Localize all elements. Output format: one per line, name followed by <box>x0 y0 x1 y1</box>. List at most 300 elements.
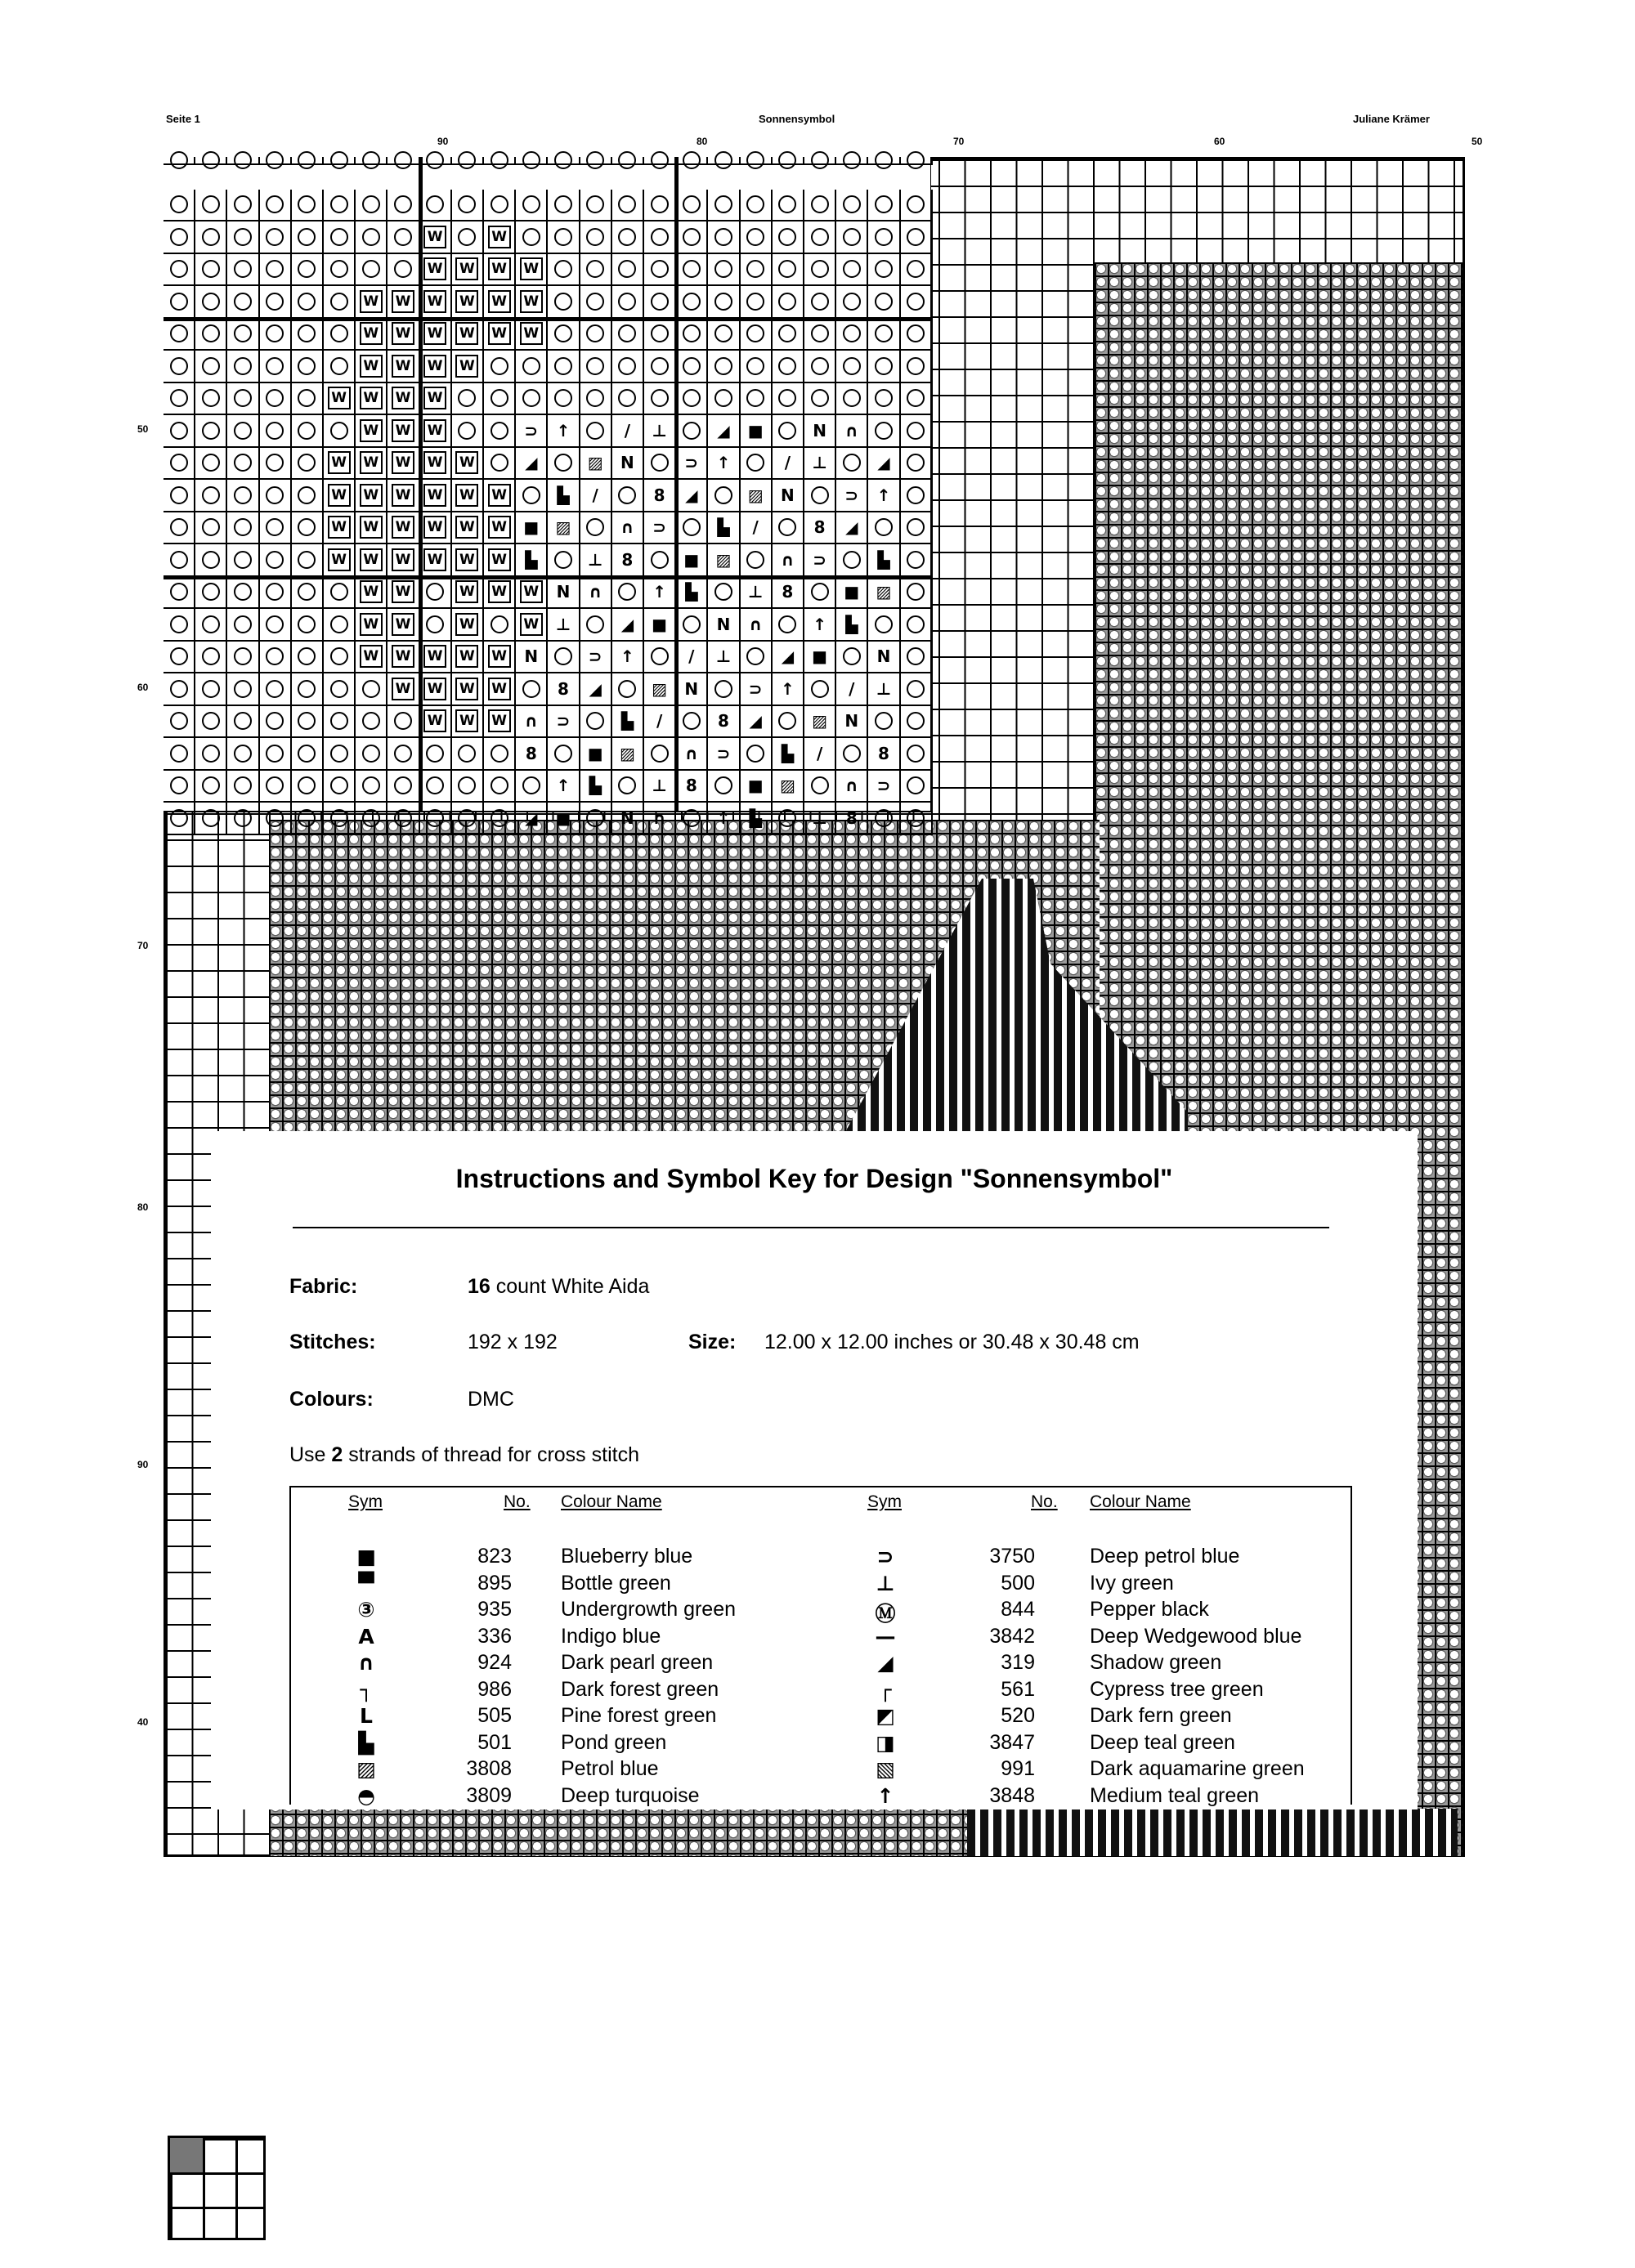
stitch-cell: ■ <box>741 415 773 448</box>
stitch-cell <box>516 771 548 803</box>
colours-value: DMC <box>468 1388 514 1411</box>
stitch-cell: ■ <box>644 609 676 642</box>
stitch-cell: ◢ <box>868 448 900 481</box>
stitch-cell <box>548 448 580 481</box>
stitch-cell: ▨ <box>708 544 740 577</box>
stitch-cell <box>773 706 804 739</box>
stitch-cell <box>292 803 324 835</box>
stitch-cell: ▨ <box>868 577 900 610</box>
key-number: 319 <box>1001 1651 1035 1674</box>
stitch-cell <box>324 286 356 319</box>
stitch-cell: ⊥ <box>804 803 836 835</box>
stitch-cell <box>741 190 773 222</box>
stitch-cell <box>452 190 484 222</box>
key-symbol: ▙ <box>358 1730 374 1755</box>
stitch-cell: W <box>516 319 548 351</box>
stitch-cell: W <box>356 512 387 545</box>
stitch-cell <box>227 706 259 739</box>
stitch-cell <box>644 221 676 254</box>
stitch-cell <box>580 190 612 222</box>
stitch-cell <box>580 351 612 383</box>
stitch-cell <box>901 771 933 803</box>
stitch-cell <box>804 254 836 287</box>
stitch-cell: ⊥ <box>644 415 676 448</box>
stitch-cell <box>324 771 356 803</box>
stitch-cell: W <box>387 383 419 416</box>
key-number: 501 <box>477 1730 512 1754</box>
stitch-cell <box>260 190 292 222</box>
stitch-cell <box>195 383 227 416</box>
stitch-cell: 8 <box>548 673 580 706</box>
stitch-cell <box>804 221 836 254</box>
stitch-cell <box>292 286 324 319</box>
stitch-cell: W <box>484 642 516 674</box>
stitch-cell <box>164 190 195 222</box>
stitch-cell <box>324 319 356 351</box>
symbol-key-table <box>289 1486 1352 1808</box>
stitch-cell <box>708 157 740 165</box>
stitch-cell <box>227 221 259 254</box>
stitch-cell: W <box>516 286 548 319</box>
stitch-cell <box>260 771 292 803</box>
key-number: 3847 <box>989 1730 1035 1754</box>
stitch-cell: ■ <box>580 738 612 771</box>
stitch-cell: ◢ <box>580 673 612 706</box>
stitch-cell: ▙ <box>836 609 868 642</box>
key-colour-name: Deep Wedgewood blue <box>1090 1624 1302 1648</box>
key-colour-name: Deep turquoise <box>561 1783 700 1807</box>
stitch-cell <box>901 577 933 610</box>
stitch-cell <box>227 512 259 545</box>
stitch-cell: 8 <box>612 544 644 577</box>
stitch-cell <box>548 190 580 222</box>
stitch-cell: W <box>420 673 452 706</box>
instruction-panel <box>214 1134 1414 1806</box>
stitch-cell <box>644 738 676 771</box>
stitch-cell: W <box>324 480 356 512</box>
stitch-cell: ■ <box>804 642 836 674</box>
stitch-cell <box>292 771 324 803</box>
stitch-cell <box>580 803 612 835</box>
stitch-cell <box>164 512 195 545</box>
stitch-cell <box>773 383 804 416</box>
key-number: 500 <box>1001 1571 1035 1595</box>
stitch-cell: ◢ <box>676 480 708 512</box>
stitch-cell <box>260 706 292 739</box>
stitch-cell <box>260 254 292 287</box>
stitch-cell <box>708 771 740 803</box>
stitch-cell: W <box>420 286 452 319</box>
stitch-cell <box>227 286 259 319</box>
key-colour-name: Cypress tree green <box>1090 1677 1264 1701</box>
stitch-cell <box>164 351 195 383</box>
stitch-cell <box>324 706 356 739</box>
stitch-cell <box>676 609 708 642</box>
stitch-cell <box>195 415 227 448</box>
stitch-cell <box>516 673 548 706</box>
design-name: Sonnensymbol <box>759 113 835 125</box>
col-name-header: Colour Name <box>561 1492 662 1511</box>
col-sym-header: Sym <box>348 1492 383 1511</box>
stitch-cell <box>164 609 195 642</box>
stitch-cell <box>260 319 292 351</box>
stitch-cell <box>708 351 740 383</box>
key-colour-name: Deep teal green <box>1090 1730 1235 1754</box>
stitch-cell: W <box>356 544 387 577</box>
stitch-cell: N <box>804 415 836 448</box>
stitch-cell <box>580 415 612 448</box>
stitch-cell: ▙ <box>516 544 548 577</box>
stitch-cell: W <box>420 642 452 674</box>
stitch-cell <box>195 771 227 803</box>
page-label: Seite 1 <box>166 113 200 125</box>
key-colour-name: Blueberry blue <box>561 1545 693 1568</box>
stitch-cell: ∩ <box>773 544 804 577</box>
stitch-cell: ⊃ <box>741 673 773 706</box>
stitch-cell <box>452 771 484 803</box>
stitch-cell <box>484 771 516 803</box>
stitch-cell <box>612 319 644 351</box>
stitch-cell <box>227 544 259 577</box>
stitch-cell: W <box>452 254 484 287</box>
stitch-cell <box>387 221 419 254</box>
stitch-cell <box>292 415 324 448</box>
key-number: 991 <box>1001 1757 1035 1780</box>
stitch-cell: ∩ <box>580 577 612 610</box>
stitch-cell: W <box>387 609 419 642</box>
page-overview-grid <box>168 2136 266 2240</box>
fabric-value: count White Aida <box>495 1275 650 1298</box>
strands-count: 2 <box>331 1443 343 1466</box>
stitch-cell <box>741 738 773 771</box>
stitch-cell <box>484 609 516 642</box>
key-symbol: — <box>875 1624 896 1648</box>
key-number: 935 <box>477 1598 512 1621</box>
stitch-cell <box>260 544 292 577</box>
stitch-cell <box>356 803 387 835</box>
stitch-cell: W <box>420 512 452 545</box>
panel-title: Instructions and Symbol Key for Design "Sonnensymbol" <box>455 1164 1173 1193</box>
stitch-cell <box>773 803 804 835</box>
stitch-cell: ⊃ <box>676 448 708 481</box>
stitch-cell <box>644 319 676 351</box>
stitch-cell: ■ <box>836 577 868 610</box>
stitch-cell <box>741 351 773 383</box>
stitch-cell: ∩ <box>644 803 676 835</box>
stitch-cell: ↑ <box>548 415 580 448</box>
stitch-cell: W <box>420 448 452 481</box>
stitch-cell <box>324 609 356 642</box>
stitch-cell <box>868 190 900 222</box>
stitch-cell <box>901 254 933 287</box>
stitch-cell <box>356 738 387 771</box>
stitch-cell <box>516 157 548 165</box>
stitch-cell <box>260 642 292 674</box>
key-symbol: ↑ <box>876 1783 894 1808</box>
stitch-cell <box>227 351 259 383</box>
key-symbol: ┐ <box>360 1677 373 1702</box>
stitch-cell <box>868 512 900 545</box>
stitch-cell: W <box>324 544 356 577</box>
stitch-cell <box>260 286 292 319</box>
stitch-cell: ⊥ <box>580 544 612 577</box>
stitch-cell <box>227 673 259 706</box>
stitch-cell: W <box>516 609 548 642</box>
stitch-cell <box>708 221 740 254</box>
key-number: 3750 <box>989 1545 1035 1568</box>
stitch-cell: W <box>420 415 452 448</box>
stitch-cell <box>260 448 292 481</box>
key-colour-name: Dark forest green <box>561 1677 719 1701</box>
stitch-cell <box>292 577 324 610</box>
stitch-cell <box>644 254 676 287</box>
stitch-cell <box>676 415 708 448</box>
key-number: 823 <box>477 1545 512 1568</box>
stitch-cell: N <box>516 642 548 674</box>
stitch-cell <box>580 512 612 545</box>
stitch-cell: ⊃ <box>804 544 836 577</box>
stitch-cell: ◢ <box>773 642 804 674</box>
stitch-cell <box>324 803 356 835</box>
key-symbol: ③ <box>357 1598 375 1622</box>
stitch-cell: W <box>452 544 484 577</box>
stitch-cell <box>676 706 708 739</box>
stitch-cell: ↑ <box>773 673 804 706</box>
stitch-cell <box>836 738 868 771</box>
stitch-cell <box>836 319 868 351</box>
stitch-cell <box>868 319 900 351</box>
stitch-cell: ⊃ <box>836 480 868 512</box>
stitch-cell: ◢ <box>836 512 868 545</box>
stitch-cell: W <box>484 577 516 610</box>
stitch-cell <box>580 383 612 416</box>
grid-major-line <box>419 157 423 811</box>
key-symbol: ◩ <box>876 1704 895 1728</box>
stitch-cell <box>484 351 516 383</box>
stitch-cell: ⊥ <box>741 577 773 610</box>
fabric-count: 16 <box>468 1275 490 1298</box>
stitch-cell: ▙ <box>548 480 580 512</box>
key-symbol: ⊥ <box>876 1571 895 1595</box>
stitch-cell: ⊥ <box>868 673 900 706</box>
stitch-cell: N <box>773 480 804 512</box>
stitch-cell <box>612 771 644 803</box>
stitch-cell: W <box>324 512 356 545</box>
stitch-cell <box>324 157 356 165</box>
stitch-cell <box>836 286 868 319</box>
stitch-cell <box>452 157 484 165</box>
stitch-cell <box>644 544 676 577</box>
axis-top-label: 60 <box>1214 136 1225 147</box>
stitch-cell <box>868 221 900 254</box>
stitch-cell <box>227 803 259 835</box>
stitch-cell <box>324 190 356 222</box>
stitch-cell: W <box>484 480 516 512</box>
stitch-cell <box>420 609 452 642</box>
stitch-cell <box>901 544 933 577</box>
col-sym-header: Sym <box>867 1492 902 1511</box>
stitch-cell: 8 <box>836 803 868 835</box>
stitch-cell <box>227 254 259 287</box>
stitch-cell: W <box>356 577 387 610</box>
stitch-cell: W <box>387 480 419 512</box>
stitch-cell <box>773 286 804 319</box>
stitch-cell: N <box>836 706 868 739</box>
stitch-cell: ⊥ <box>644 771 676 803</box>
stitch-cell <box>260 738 292 771</box>
stitch-cell <box>164 673 195 706</box>
stitch-cell <box>901 642 933 674</box>
author-name: Juliane Krämer <box>1353 113 1430 125</box>
stitch-cell: ∩ <box>836 415 868 448</box>
stitch-cell <box>804 480 836 512</box>
stitch-cell <box>195 609 227 642</box>
stitch-cell <box>804 383 836 416</box>
stitch-cell: W <box>452 609 484 642</box>
stitch-cell: W <box>387 448 419 481</box>
stitch-cell: W <box>356 448 387 481</box>
stitch-cell: ⊃ <box>580 642 612 674</box>
stitch-cell <box>901 319 933 351</box>
stitch-cell: W <box>484 512 516 545</box>
stitch-cell <box>292 319 324 351</box>
key-colour-name: Medium teal green <box>1090 1783 1260 1807</box>
stitch-cell: / <box>741 512 773 545</box>
stitch-cell <box>836 448 868 481</box>
stitch-cell <box>292 157 324 165</box>
stitch-cell <box>260 609 292 642</box>
stitch-cell: / <box>644 706 676 739</box>
stitch-cell <box>452 221 484 254</box>
stitch-cell <box>741 254 773 287</box>
stitch-cell: W <box>452 512 484 545</box>
stitch-cell <box>387 157 419 165</box>
stitch-cell: W <box>387 415 419 448</box>
key-symbol: ▀ <box>358 1571 374 1595</box>
stitch-cell: 8 <box>644 480 676 512</box>
stitch-cell <box>420 157 452 165</box>
stitch-cell: ⊃ <box>548 706 580 739</box>
stitch-cell: W <box>484 544 516 577</box>
stitch-cell: ↑ <box>708 803 740 835</box>
stitch-cell <box>676 221 708 254</box>
stitch-cell <box>548 319 580 351</box>
fabric-label: Fabric: <box>289 1275 358 1298</box>
stitch-cell <box>708 254 740 287</box>
stitch-cell: W <box>387 577 419 610</box>
stitch-cell <box>164 319 195 351</box>
stitch-cell <box>708 286 740 319</box>
stitch-cell <box>164 480 195 512</box>
stitch-cell <box>387 706 419 739</box>
key-number: 895 <box>477 1571 512 1595</box>
key-symbol: A <box>358 1624 374 1648</box>
stitch-cell: ⊃ <box>708 738 740 771</box>
stitch-cell: W <box>356 642 387 674</box>
stitch-cell: W <box>356 383 387 416</box>
stitch-cell: N <box>708 609 740 642</box>
stitch-cell <box>868 415 900 448</box>
stitch-cell <box>804 286 836 319</box>
stitch-cell <box>260 480 292 512</box>
stitch-cell <box>420 803 452 835</box>
stitch-cell <box>227 415 259 448</box>
stitch-cell <box>452 383 484 416</box>
grid-major-line <box>164 575 930 579</box>
stitch-cell <box>708 577 740 610</box>
stitch-cell: W <box>452 673 484 706</box>
stitch-cell: ↑ <box>868 480 900 512</box>
key-colour-name: Pond green <box>561 1730 667 1754</box>
stitch-cell: ↑ <box>612 642 644 674</box>
stitch-cell <box>901 673 933 706</box>
stitch-cell: N <box>676 673 708 706</box>
stitch-cell <box>164 157 195 165</box>
stitch-cell: ◢ <box>708 415 740 448</box>
key-symbol: ◢ <box>877 1651 894 1675</box>
stitch-cell <box>868 706 900 739</box>
stitch-cell <box>260 157 292 165</box>
col-no-header: No. <box>1031 1492 1058 1511</box>
stitch-cell: W <box>516 254 548 287</box>
stitch-cell: ⊃ <box>644 512 676 545</box>
stitch-cell <box>164 221 195 254</box>
stitch-cell <box>901 351 933 383</box>
axis-left-label: 60 <box>137 682 149 693</box>
stitch-cell <box>901 286 933 319</box>
stitch-cell <box>708 190 740 222</box>
stitch-cell <box>676 254 708 287</box>
axis-top-label: 80 <box>697 136 708 147</box>
stitch-cell <box>292 738 324 771</box>
stitch-cell <box>292 480 324 512</box>
stitch-cell: ◢ <box>612 609 644 642</box>
stitch-cell <box>516 190 548 222</box>
stitch-cell <box>324 642 356 674</box>
stitch-cell <box>676 351 708 383</box>
stitch-cell <box>484 383 516 416</box>
stitch-cell: 8 <box>676 771 708 803</box>
stitch-cell: W <box>452 286 484 319</box>
stitch-cell <box>836 544 868 577</box>
stitch-cell <box>548 254 580 287</box>
stitch-cell <box>356 157 387 165</box>
stitch-cell: ▙ <box>741 803 773 835</box>
stitch-cell <box>612 190 644 222</box>
stitch-cell <box>356 771 387 803</box>
stitch-cell: W <box>420 544 452 577</box>
stitch-cell <box>548 157 580 165</box>
key-number: 3842 <box>989 1624 1035 1648</box>
stitch-cell <box>387 738 419 771</box>
stitch-cell <box>836 190 868 222</box>
size-label: Size: <box>688 1331 737 1353</box>
stitch-cell <box>387 254 419 287</box>
stitch-cell <box>292 448 324 481</box>
stitch-cell: W <box>484 319 516 351</box>
stitch-cell: ↑ <box>548 771 580 803</box>
stitch-cell <box>868 351 900 383</box>
stitch-cell <box>676 190 708 222</box>
stitch-cell: ⊥ <box>548 609 580 642</box>
stitch-cell <box>227 738 259 771</box>
stitch-cell <box>387 771 419 803</box>
stitch-cell: ∩ <box>676 738 708 771</box>
stitch-cell: W <box>452 577 484 610</box>
stitch-cell: W <box>516 577 548 610</box>
stitch-cell <box>612 480 644 512</box>
stitch-cell: W <box>420 480 452 512</box>
